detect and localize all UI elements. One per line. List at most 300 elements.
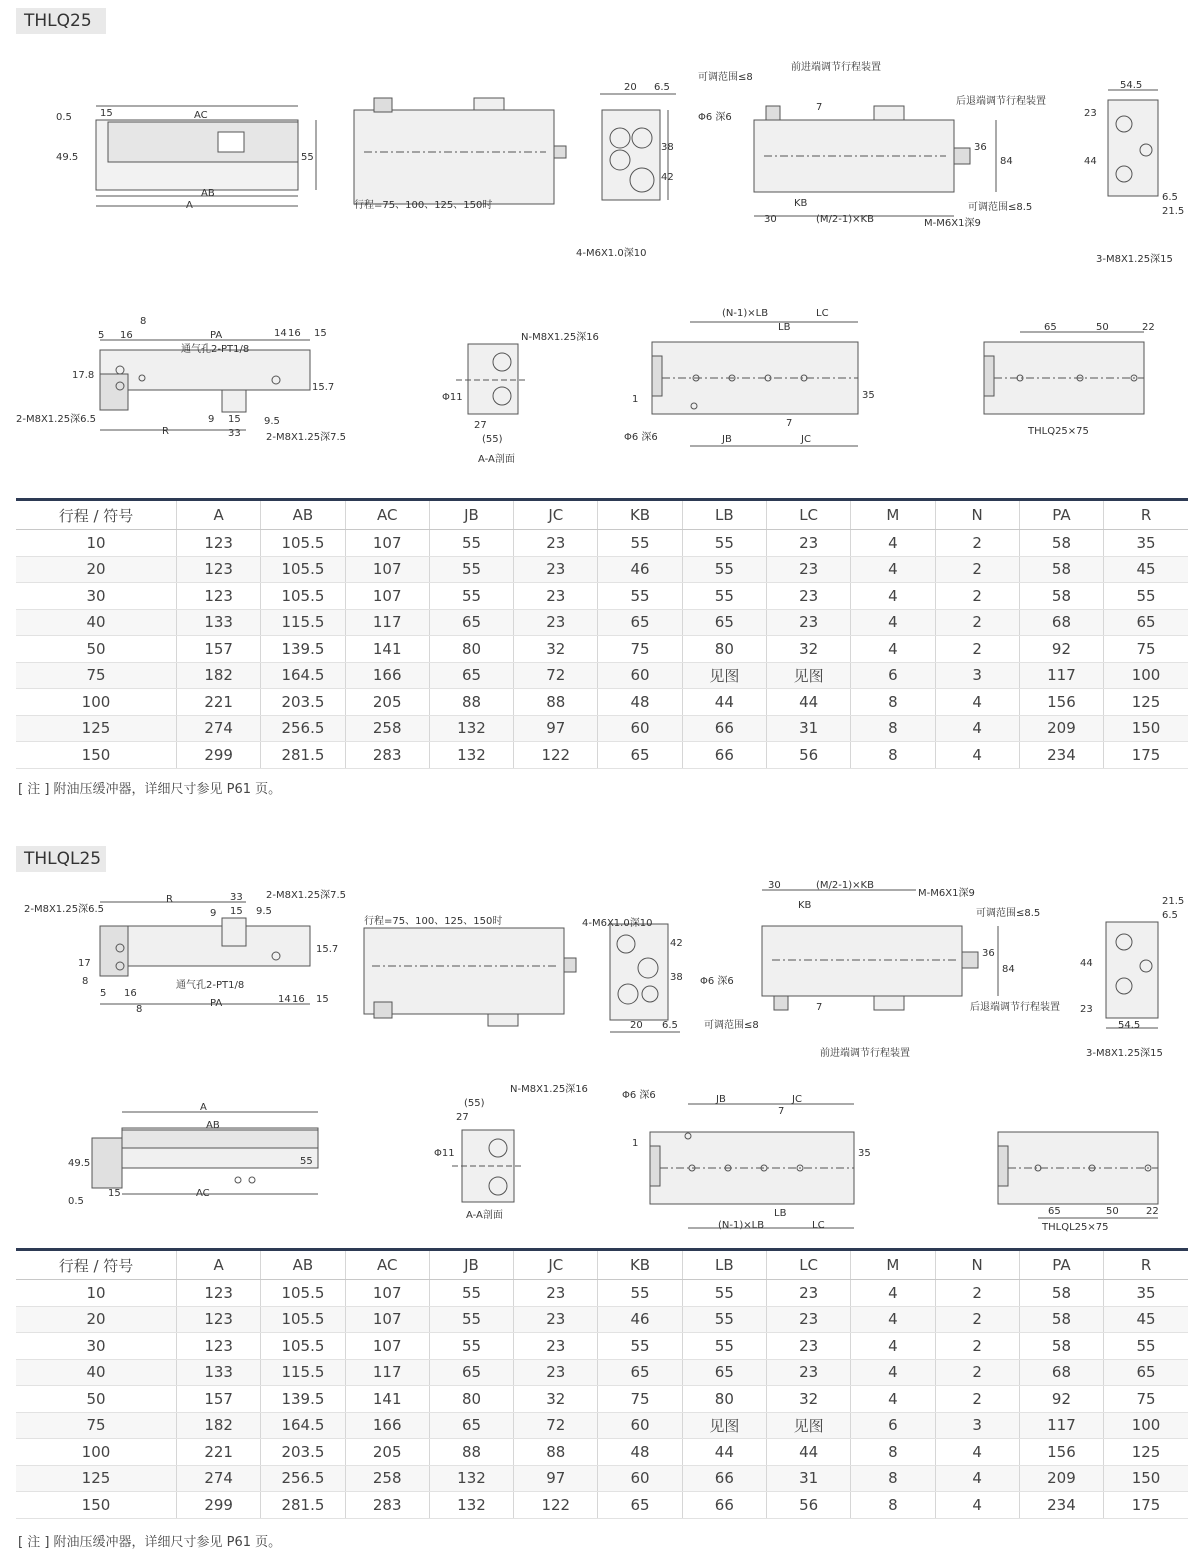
hole-note: 2-M8X1.25深6.5 xyxy=(16,414,96,425)
table-cell: 20 xyxy=(16,556,177,583)
table-cell: 60 xyxy=(598,1412,682,1439)
table-cell: 234 xyxy=(1019,1492,1103,1519)
table-cell: 55 xyxy=(682,1333,766,1360)
dim-label: 6.5 xyxy=(654,82,670,93)
dim-label: 15.7 xyxy=(316,944,339,955)
dim-label: 7 xyxy=(816,1002,823,1013)
table-cell: 97 xyxy=(514,715,598,742)
table-cell: 105.5 xyxy=(261,1306,345,1333)
table-cell: 23 xyxy=(766,609,850,636)
stroke-note: 行程=75、100、125、150时 xyxy=(364,916,503,927)
dim-label: 50 xyxy=(1106,1206,1119,1217)
dim-label: 44 xyxy=(1084,156,1097,167)
table-cell: 182 xyxy=(177,1412,261,1439)
table-cell: 4 xyxy=(935,742,1019,769)
table-row xyxy=(16,689,1188,716)
dim-label: 6.5 xyxy=(1162,910,1178,921)
dim-label: AC xyxy=(194,110,208,121)
table-cell: 65 xyxy=(1104,1359,1188,1386)
table-row xyxy=(16,1439,1188,1466)
table-header-cell: M xyxy=(851,1250,935,1280)
table-header-cell: A xyxy=(177,1250,261,1280)
table-cell: 123 xyxy=(177,530,261,557)
table-cell: 见图 xyxy=(682,662,766,689)
table-row xyxy=(16,583,1188,610)
dim-label: AC xyxy=(196,1188,210,1199)
dim-label: 16 xyxy=(124,988,137,999)
table-cell: 105.5 xyxy=(261,530,345,557)
dim-label: 8 xyxy=(82,976,89,987)
table-cell: 117 xyxy=(345,609,429,636)
table-cell: 182 xyxy=(177,662,261,689)
table-header-cell: JB xyxy=(429,500,513,530)
table-cell: 23 xyxy=(514,556,598,583)
table-cell: 166 xyxy=(345,662,429,689)
table-cell: 48 xyxy=(598,689,682,716)
table-body xyxy=(16,1280,1188,1519)
table-cell: 55 xyxy=(429,583,513,610)
dim-label: 42 xyxy=(670,938,683,949)
hole-note: 4-M6X1.0深10 xyxy=(576,248,647,259)
table-cell: 122 xyxy=(514,742,598,769)
dim-label: 36 xyxy=(982,948,995,959)
dim-label: A xyxy=(186,200,193,211)
dim-label: (55) xyxy=(482,434,503,445)
table-cell: 80 xyxy=(429,636,513,663)
dim-label: 16 xyxy=(288,328,301,339)
dim-label: 54.5 xyxy=(1120,80,1143,91)
table-cell: 221 xyxy=(177,1439,261,1466)
table-cell: 23 xyxy=(766,1359,850,1386)
table-cell: 6 xyxy=(851,1412,935,1439)
table-cell: 65 xyxy=(429,1412,513,1439)
section-label: A-A剖面 xyxy=(478,454,515,465)
table-cell: 58 xyxy=(1019,530,1103,557)
dim-label: 55 xyxy=(300,1156,313,1167)
table-cell: 2 xyxy=(935,1306,1019,1333)
table-cell: 8 xyxy=(851,1465,935,1492)
dim-label: Φ11 xyxy=(434,1148,455,1159)
table-cell: 65 xyxy=(598,609,682,636)
phi-note: Φ6 深6 xyxy=(624,432,658,443)
table-cell: 107 xyxy=(345,556,429,583)
table-cell: 23 xyxy=(514,1359,598,1386)
table-cell: 58 xyxy=(1019,583,1103,610)
table-cell: 221 xyxy=(177,689,261,716)
table-cell: 2 xyxy=(935,609,1019,636)
dim-label: KB xyxy=(798,900,812,911)
dim-label: 44 xyxy=(1080,958,1093,969)
table-cell: 23 xyxy=(766,1306,850,1333)
table-cell: 107 xyxy=(345,583,429,610)
table-cell: 299 xyxy=(177,1492,261,1519)
table-cell: 23 xyxy=(766,1333,850,1360)
table-cell: 55 xyxy=(682,556,766,583)
dim-label: 9 xyxy=(208,414,215,425)
dim-label: (M/2-1)×KB xyxy=(816,214,874,225)
dim-label: 7 xyxy=(816,102,823,113)
section-label: A-A剖面 xyxy=(466,1210,503,1221)
table-cell: 3 xyxy=(935,662,1019,689)
table-cell: 132 xyxy=(429,1465,513,1492)
dim-label: 38 xyxy=(670,972,683,983)
dim-label: 49.5 xyxy=(68,1158,91,1169)
table-cell: 100 xyxy=(16,1439,177,1466)
table-cell: 55 xyxy=(598,583,682,610)
dim-label: 0.5 xyxy=(56,112,72,123)
table-cell: 68 xyxy=(1019,1359,1103,1386)
table-cell: 8 xyxy=(851,1439,935,1466)
table-cell: 66 xyxy=(682,1492,766,1519)
dim-label: 23 xyxy=(1080,1004,1093,1015)
table-cell: 97 xyxy=(514,1465,598,1492)
table-header-cell: KB xyxy=(598,500,682,530)
table-cell: 4 xyxy=(935,1492,1019,1519)
table-cell: 55 xyxy=(429,1280,513,1307)
table-cell: 2 xyxy=(935,636,1019,663)
table-cell: 31 xyxy=(766,715,850,742)
table-cell: 55 xyxy=(1104,583,1188,610)
dim-label: JB xyxy=(716,1094,726,1105)
hole-note: 3-M8X1.25深15 xyxy=(1086,1048,1163,1059)
table-cell: 205 xyxy=(345,689,429,716)
table-cell: 105.5 xyxy=(261,583,345,610)
table-cell: 175 xyxy=(1104,1492,1188,1519)
dim-label: 27 xyxy=(456,1112,469,1123)
table-cell: 75 xyxy=(598,636,682,663)
table-header-row xyxy=(16,1250,1188,1280)
dim-label: 8 xyxy=(136,1004,143,1015)
table-cell: 23 xyxy=(514,1306,598,1333)
dim-label: 15 xyxy=(316,994,329,1005)
table-cell: 132 xyxy=(429,742,513,769)
table-cell: 125 xyxy=(1104,689,1188,716)
table-cell: 44 xyxy=(766,689,850,716)
table-row xyxy=(16,715,1188,742)
dim-label: 15 xyxy=(314,328,327,339)
table-cell: 4 xyxy=(851,556,935,583)
table-cell: 132 xyxy=(429,1492,513,1519)
table-cell: 40 xyxy=(16,609,177,636)
table-cell: 139.5 xyxy=(261,636,345,663)
table-cell: 23 xyxy=(766,530,850,557)
hole-note: 3-M8X1.25深15 xyxy=(1096,254,1173,265)
table-header-cell: R xyxy=(1104,1250,1188,1280)
table-header-cell: M xyxy=(851,500,935,530)
dim-label: 33 xyxy=(230,892,243,903)
dim-label: R xyxy=(162,426,169,437)
stroke-note: 行程=75、100、125、150时 xyxy=(354,200,493,211)
table-cell: 107 xyxy=(345,1306,429,1333)
dim-label: 21.5 xyxy=(1162,206,1185,217)
dim-label: 54.5 xyxy=(1118,1020,1141,1031)
table-cell: 117 xyxy=(1019,1412,1103,1439)
table-cell: 150 xyxy=(16,742,177,769)
dim-label: 50 xyxy=(1096,322,1109,333)
table-cell: 123 xyxy=(177,1280,261,1307)
hole-note: M-M6X1深9 xyxy=(918,888,975,899)
dim-label: JC xyxy=(801,434,811,445)
table-cell: 80 xyxy=(682,636,766,663)
table-cell: 4 xyxy=(935,715,1019,742)
table-cell: 8 xyxy=(851,1492,935,1519)
dim-label: JB xyxy=(722,434,732,445)
hole-note: 2-M8X1.25深6.5 xyxy=(24,904,104,915)
table-cell: 46 xyxy=(598,556,682,583)
table-cell: 66 xyxy=(682,715,766,742)
vent-note: 通气孔2-PT1/8 xyxy=(176,980,245,991)
table-cell: 281.5 xyxy=(261,1492,345,1519)
table-cell: 274 xyxy=(177,1465,261,1492)
dim-label: 21.5 xyxy=(1162,896,1185,907)
dim-label: 6.5 xyxy=(1162,192,1178,203)
table-cell: 55 xyxy=(429,1306,513,1333)
technical-drawing xyxy=(16,40,1188,480)
section-title: THLQ25 xyxy=(16,8,106,34)
table-cell: 65 xyxy=(598,1492,682,1519)
table-cell: 299 xyxy=(177,742,261,769)
table-cell: 88 xyxy=(429,1439,513,1466)
table-cell: 10 xyxy=(16,530,177,557)
dim-label: 15 xyxy=(230,906,243,917)
dim-label: 16 xyxy=(120,330,133,341)
table-cell: 见图 xyxy=(766,1412,850,1439)
table-cell: 175 xyxy=(1104,742,1188,769)
table-cell: 141 xyxy=(345,1386,429,1413)
table-cell: 32 xyxy=(766,636,850,663)
hole-note: 2-M8X1.25深7.5 xyxy=(266,432,346,443)
table-header-cell: R xyxy=(1104,500,1188,530)
table-cell: 205 xyxy=(345,1439,429,1466)
table-cell: 23 xyxy=(514,1280,598,1307)
dim-label: 1 xyxy=(632,1138,639,1149)
table-cell: 75 xyxy=(16,1412,177,1439)
table-cell: 35 xyxy=(1104,1280,1188,1307)
table-cell: 44 xyxy=(682,689,766,716)
table-cell: 283 xyxy=(345,742,429,769)
table-cell: 见图 xyxy=(766,662,850,689)
table-cell: 2 xyxy=(935,1359,1019,1386)
table-cell: 4 xyxy=(935,1439,1019,1466)
table-cell: 117 xyxy=(1019,662,1103,689)
dim-label: 42 xyxy=(661,172,674,183)
table-cell: 150 xyxy=(16,1492,177,1519)
table-cell: 115.5 xyxy=(261,609,345,636)
table-cell: 56 xyxy=(766,1492,850,1519)
table-cell: 32 xyxy=(514,636,598,663)
table-cell: 123 xyxy=(177,1333,261,1360)
table-cell: 55 xyxy=(429,556,513,583)
table-cell: 60 xyxy=(598,1465,682,1492)
table-cell: 55 xyxy=(682,530,766,557)
table-cell: 150 xyxy=(1104,1465,1188,1492)
table-cell: 65 xyxy=(429,662,513,689)
dim-label: 16 xyxy=(292,994,305,1005)
table-cell: 2 xyxy=(935,1280,1019,1307)
technical-drawing xyxy=(16,856,1188,1236)
table-row xyxy=(16,636,1188,663)
front-adjust-note: 前进端调节行程装置 xyxy=(820,1048,910,1059)
table-cell: 65 xyxy=(429,1359,513,1386)
dim-label: 49.5 xyxy=(56,152,79,163)
table-cell: 2 xyxy=(935,1386,1019,1413)
table-cell: 60 xyxy=(598,715,682,742)
footnote: [ 注 ] 附油压缓冲器，详细尺寸参见 P61 页。 xyxy=(18,1535,282,1550)
hole-note: N-M8X1.25深16 xyxy=(510,1084,588,1095)
table-cell: 55 xyxy=(682,1280,766,1307)
dim-label: 84 xyxy=(1000,156,1013,167)
dim-label: JC xyxy=(792,1094,802,1105)
table-cell: 88 xyxy=(514,689,598,716)
hole-note: N-M8X1.25深16 xyxy=(521,332,599,343)
table-cell: 68 xyxy=(1019,609,1103,636)
dim-label: 5 xyxy=(100,988,107,999)
table-cell: 8 xyxy=(851,715,935,742)
table-cell: 58 xyxy=(1019,1333,1103,1360)
adjust-range-note: 可调范围≤8 xyxy=(698,72,753,83)
table-cell: 30 xyxy=(16,583,177,610)
table-cell: 164.5 xyxy=(261,1412,345,1439)
footnote: [ 注 ] 附油压缓冲器，详细尺寸参见 P61 页。 xyxy=(18,782,282,797)
phi-note: Φ6 深6 xyxy=(622,1090,656,1101)
table-row xyxy=(16,742,1188,769)
table-cell: 125 xyxy=(1104,1439,1188,1466)
table-cell: 65 xyxy=(598,742,682,769)
dim-label: LC xyxy=(816,308,829,319)
table-cell: 65 xyxy=(1104,609,1188,636)
spec-table xyxy=(16,1248,1188,1519)
dim-label: (N-1)×LB xyxy=(718,1220,765,1231)
table-cell: 50 xyxy=(16,636,177,663)
table-cell: 35 xyxy=(1104,530,1188,557)
adjust-range-note: 可调范围≤8.5 xyxy=(968,202,1033,213)
table-cell: 44 xyxy=(766,1439,850,1466)
table-cell: 55 xyxy=(1104,1333,1188,1360)
table-cell: 31 xyxy=(766,1465,850,1492)
table-cell: 123 xyxy=(177,583,261,610)
table-cell: 4 xyxy=(851,1359,935,1386)
table-cell: 40 xyxy=(16,1359,177,1386)
table-cell: 55 xyxy=(598,530,682,557)
front-adjust-note: 前进端调节行程装置 xyxy=(791,62,881,73)
table-header-cell: LC xyxy=(766,500,850,530)
phi-note: Φ6 深6 xyxy=(700,976,734,987)
dim-label: 8 xyxy=(140,316,147,327)
dim-label: (M/2-1)×KB xyxy=(816,880,874,891)
dim-label: R xyxy=(166,894,173,905)
hole-note: M-M6X1深9 xyxy=(924,218,981,229)
hole-note: 4-M6X1.0深10 xyxy=(582,918,653,929)
table-cell: 256.5 xyxy=(261,715,345,742)
table-cell: 8 xyxy=(851,689,935,716)
table-body xyxy=(16,530,1188,769)
adjust-range-note: 可调范围≤8.5 xyxy=(976,908,1041,919)
table-cell: 125 xyxy=(16,715,177,742)
dim-label: AB xyxy=(201,188,215,199)
table-cell: 44 xyxy=(682,1439,766,1466)
table-cell: 66 xyxy=(682,742,766,769)
table-cell: 23 xyxy=(766,583,850,610)
table-cell: 150 xyxy=(1104,715,1188,742)
table-cell: 105.5 xyxy=(261,1280,345,1307)
table-cell: 75 xyxy=(1104,636,1188,663)
table-cell: 274 xyxy=(177,715,261,742)
table-header-cell: AB xyxy=(261,500,345,530)
table-cell: 157 xyxy=(177,1386,261,1413)
table-cell: 3 xyxy=(935,1412,1019,1439)
table-cell: 107 xyxy=(345,1280,429,1307)
table-cell: 105.5 xyxy=(261,1333,345,1360)
table-header-row xyxy=(16,500,1188,530)
table-header-cell: JC xyxy=(514,1250,598,1280)
table-cell: 258 xyxy=(345,1465,429,1492)
table-header-cell: A xyxy=(177,500,261,530)
table-cell: 115.5 xyxy=(261,1359,345,1386)
spec-table xyxy=(16,498,1188,769)
dim-label: Φ11 xyxy=(442,392,463,403)
table-cell: 45 xyxy=(1104,556,1188,583)
table-cell: 4 xyxy=(851,583,935,610)
table-cell: 46 xyxy=(598,1306,682,1333)
dim-label: 65 xyxy=(1044,322,1057,333)
table-cell: 23 xyxy=(514,583,598,610)
table-cell: 72 xyxy=(514,662,598,689)
table-header-cell: N xyxy=(935,1250,1019,1280)
dim-label: 36 xyxy=(974,142,987,153)
table-header-cell: AB xyxy=(261,1250,345,1280)
table-cell: 8 xyxy=(851,742,935,769)
table-row xyxy=(16,1306,1188,1333)
table-cell: 132 xyxy=(429,715,513,742)
table-row xyxy=(16,530,1188,557)
dim-label: 20 xyxy=(624,82,637,93)
table-cell: 166 xyxy=(345,1412,429,1439)
table-row xyxy=(16,556,1188,583)
table-header-cell: LB xyxy=(682,1250,766,1280)
drawing-svg xyxy=(16,856,1188,1236)
dim-label: 5 xyxy=(98,330,105,341)
table-header-cell: N xyxy=(935,500,1019,530)
dim-label: 33 xyxy=(228,428,241,439)
table-row xyxy=(16,609,1188,636)
table-cell: 23 xyxy=(766,556,850,583)
dim-label: 15 xyxy=(108,1188,121,1199)
dim-label: 30 xyxy=(764,214,777,225)
table-cell: 58 xyxy=(1019,556,1103,583)
dim-label: LC xyxy=(812,1220,825,1231)
table-cell: 123 xyxy=(177,1306,261,1333)
table-cell: 100 xyxy=(1104,1412,1188,1439)
table-cell: 92 xyxy=(1019,1386,1103,1413)
table-cell: 156 xyxy=(1019,689,1103,716)
table-cell: 58 xyxy=(1019,1306,1103,1333)
dim-label: 35 xyxy=(862,390,875,401)
table-row xyxy=(16,662,1188,689)
dim-label: 9.5 xyxy=(264,416,280,427)
dim-label: 20 xyxy=(630,1020,643,1031)
table-cell: 100 xyxy=(1104,662,1188,689)
dim-label: 65 xyxy=(1048,1206,1061,1217)
table-cell: 75 xyxy=(598,1386,682,1413)
table-cell: 80 xyxy=(682,1386,766,1413)
phi-note: Φ6 深6 xyxy=(698,112,732,123)
dim-label: 6.5 xyxy=(662,1020,678,1031)
table-cell: 65 xyxy=(682,1359,766,1386)
table-cell: 2 xyxy=(935,530,1019,557)
table-row xyxy=(16,1386,1188,1413)
table-cell: 234 xyxy=(1019,742,1103,769)
vent-note: 通气孔2-PT1/8 xyxy=(181,344,250,355)
